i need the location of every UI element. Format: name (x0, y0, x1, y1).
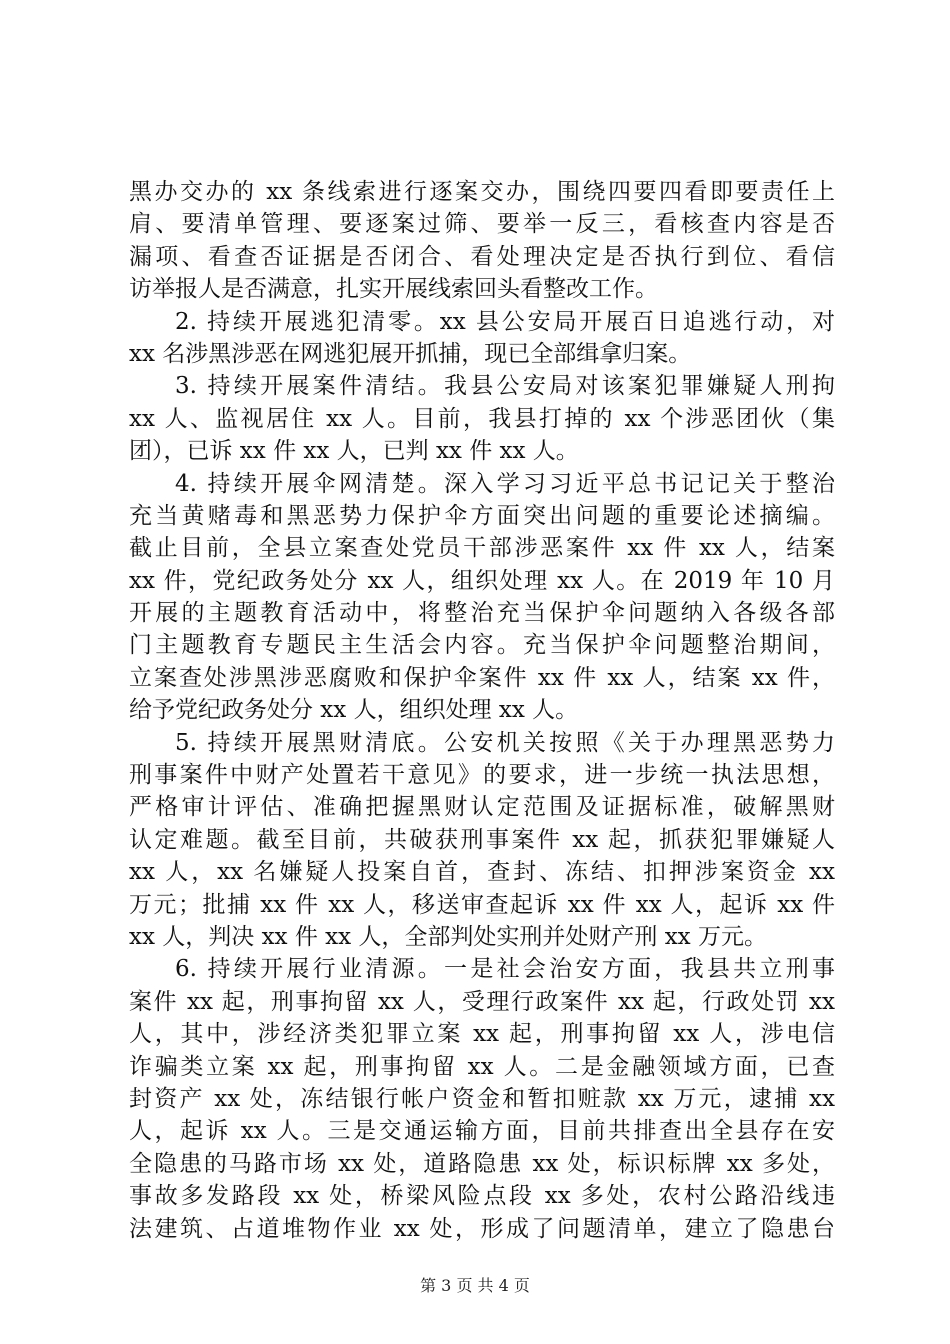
text-line: 6. 持续开展行业清源。一是社会治安方面，我县共立刑事 (175, 956, 835, 983)
text-line: 万元；批捕 xx 件 xx 人，移送审查起诉 xx 件 xx 人，起诉 xx 件 (129, 891, 835, 918)
text-line: 认定难题。截至目前，共破获刑事案件 xx 起，抓获犯罪嫌疑人 (129, 826, 835, 853)
text-line: 立案查处涉黑涉恶腐败和保护伞案件 xx 件 xx 人，结案 xx 件， (129, 664, 835, 691)
text-line: 封资产 xx 处，冻结银行帐户资金和暂扣赃款 xx 万元，逮捕 xx (129, 1085, 835, 1112)
text-line: 黑办交办的 xx 条线索进行逐案交办，围绕四要四看即要责任上 (129, 179, 835, 205)
text-line: 法建筑、占道堆物作业 xx 处，形成了问题清单，建立了隐患台 (129, 1215, 835, 1242)
text-line: 开展的主题教育活动中，将整治充当保护伞问题纳入各级各部 (129, 600, 835, 627)
document-body (129, 176, 835, 1245)
text-line: 人，其中，涉经济类犯罪立案 xx 起，刑事拘留 xx 人，涉电信 (129, 1021, 835, 1048)
text-line: xx 件，党纪政务处分 xx 人，组织处理 xx 人。在 2019 年 10 月 (129, 567, 835, 594)
text-line: 肩、要清单管理、要逐案过筛、要举一反三，看核查内容是否 (129, 211, 835, 238)
text-line: 漏项、看查否证据是否闭合、看处理决定是否执行到位、看信 (129, 243, 835, 270)
text-line: 事故多发路段 xx 处，桥梁风险点段 xx 多处，农村公路沿线违 (129, 1183, 835, 1210)
text-line: 4. 持续开展伞网清楚。深入学习习近平总书记记关于整治 (175, 470, 835, 497)
page-number-footer: 第 3 页 共 4 页 (420, 1276, 530, 1295)
text-line: 3. 持续开展案件清结。我县公安局对该案犯罪嫌疑人刑拘 (175, 373, 835, 400)
text-line: 刑事案件中财产处置若干意见》的要求，进一步统一执法思想， (129, 762, 835, 789)
text-line: xx 名涉黑涉恶在网逃犯展开抓捕，现已全部缉拿归案。 (129, 340, 692, 367)
text-line: 给予党纪政务处分 xx 人，组织处理 xx 人。 (129, 697, 579, 724)
text-line: 团），已诉 xx 件 xx 人，已判 xx 件 xx 人。 (129, 438, 579, 465)
text-line: xx 人，xx 名嫌疑人投案自首，查封、冻结、扣押涉案资金 xx (129, 859, 835, 886)
text-line: 充当黄赌毒和黑恶势力保护伞方面突出问题的重要论述摘编。 (129, 502, 835, 529)
text-line: 访举报人是否满意，扎实开展线索回头看整改工作。 (129, 276, 658, 303)
text-line: xx 人，判决 xx 件 xx 人，全部判处实刑并处财产刑 xx 万元。 (129, 923, 767, 950)
text-line: 5. 持续开展黑财清底。公安机关按照《关于办理黑恶势力 (175, 729, 835, 756)
text-line: 截止目前，全县立案查处党员干部涉恶案件 xx 件 xx 人，结案 (129, 535, 835, 562)
text-line: 门主题教育专题民主生活会内容。充当保护伞问题整治期间， (129, 632, 835, 659)
text-line: 诈骗类立案 xx 起，刑事拘留 xx 人。二是金融领域方面，已查 (129, 1053, 835, 1080)
text-line: 全隐患的马路市场 xx 处，道路隐患 xx 处，标识标牌 xx 多处， (129, 1150, 835, 1177)
text-line: 人，起诉 xx 人。三是交通运输方面，目前共排查出全县存在安 (129, 1118, 835, 1145)
text-line: 案件 xx 起，刑事拘留 xx 人，受理行政案件 xx 起，行政处罚 xx (129, 988, 835, 1015)
text-line: xx 人、监视居住 xx 人。目前，我县打掉的 xx 个涉恶团伙（集 (129, 405, 835, 432)
text-line: 2. 持续开展逃犯清零。xx 县公安局开展百日追逃行动，对 (175, 308, 835, 335)
text-line: 严格审计评估、准确把握黑财认定范围及证据标准，破解黑财 (129, 794, 835, 821)
